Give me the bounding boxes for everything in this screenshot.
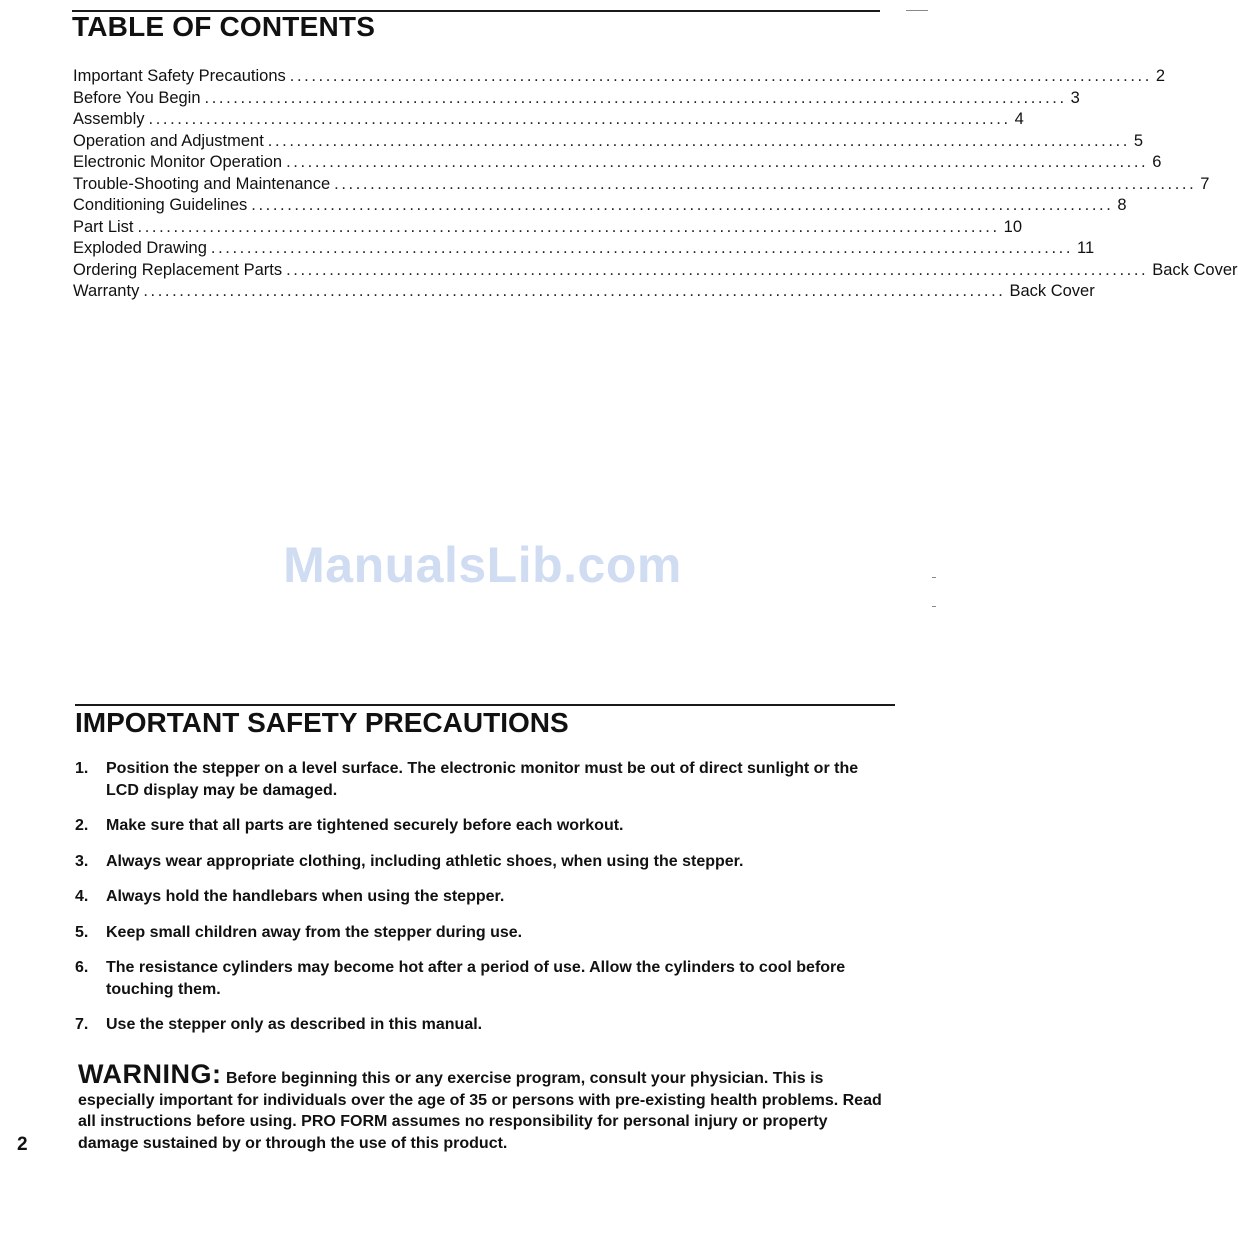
toc-entry-label: Electronic Monitor Operation [73,153,283,171]
toc-entry [73,174,1210,196]
safety-item [75,851,895,873]
toc-entry-label: Warranty [73,282,140,300]
safety-list [75,758,895,1050]
toc-entry [73,195,1127,217]
toc-entry-page: 6 [1152,153,1162,171]
toc-entry-page: 4 [1014,110,1024,128]
toc-entry-label: Important Safety Precautions [73,67,286,85]
scan-fleck [906,10,928,11]
toc-entry [73,152,1162,174]
toc-entry-label: Operation and Adjustment [73,131,264,150]
toc-entry [73,66,1166,88]
toc-leader-dots: ........................................................................................................................ [210,239,1074,257]
safety-item-text: Always hold the handlebars when using the stepper. [106,888,505,905]
safety-title: IMPORTANT SAFETY PRECAUTIONS [75,707,569,738]
safety-item [75,1014,895,1036]
toc-entry [73,260,1238,282]
warning-paragraph [78,1059,890,1154]
toc-leader-dots: ........................................................................................................................ [334,174,1197,193]
toc-entry [73,88,1080,110]
toc-entry [73,131,1144,153]
toc-entry-label: Trouble-Shooting and Maintenance [73,174,331,193]
toc-entry-page: 5 [1133,131,1144,150]
toc-leader-dots: ........................................................................................................................ [286,153,1149,171]
safety-item-number: 1. [75,760,89,777]
safety-item-number: 6. [75,959,89,976]
safety-item-number: 3. [75,852,89,870]
toc-leader-dots: ........................................................................................................................ [143,282,1006,300]
safety-item-text: Use the stepper only as described in this manual. [106,1016,483,1033]
safety-item-number: 2. [75,817,89,834]
safety-item-text: Position the stepper on a level surface. The electronic monitor must be out of direct sunlight or the LCD display may be damaged. [106,760,859,799]
watermark-logo: ManualsLib.com [283,537,682,593]
safety-item-number: 4. [75,888,89,905]
toc-leader-dots: ........................................................................................................................ [251,196,1114,214]
toc-leader-dots: ........................................................................................................................ [267,131,1130,150]
safety-item-text: The resistance cylinders may become hot after a period of use. Allow the cylinders to cool before touching them. [106,959,846,998]
toc-entry [73,217,1022,239]
page-number: 2 [17,1134,28,1155]
safety-item-number: 7. [75,1016,89,1033]
toc-leader-dots: ........................................................................................................................ [289,67,1152,85]
safety-item-number: 5. [75,923,89,941]
safety-item [75,922,895,944]
safety-item-text: Make sure that all parts are tightened securely before each workout. [106,817,624,834]
toc-leader-dots: ........................................................................................................................ [286,260,1149,279]
toc-entry-label: Exploded Drawing [73,239,207,257]
toc-leader-dots: ........................................................................................................................ [148,110,1011,128]
safety-item [75,815,895,837]
toc-entry-page: 7 [1200,174,1210,193]
safety-item-text: Keep small children away from the stepper during use. [106,923,523,941]
toc-list [73,66,1238,303]
toc-leader-dots: ........................................................................................................................ [137,217,1000,236]
toc-leader-dots: ........................................................................................................................ [204,88,1067,107]
toc-entry-label: Part List [73,217,134,236]
toc-entry-page: 11 [1077,239,1095,257]
safety-item [75,957,895,1000]
safety-item [75,886,895,908]
warning-text: Before beginning this or any exercise program, consult your physician. This is especially important for individuals over the age of 35 or persons with pre-existing health problems. Read all instructions before using. PRO FORM assumes no responsibility for personal injury or property damage sustained by or through the use of this product. [78,1070,882,1152]
toc-entry-page: Back Cover [1152,260,1238,279]
toc-entry-page: 10 [1003,217,1022,236]
toc-entry-page: Back Cover [1009,282,1095,300]
toc-entry-label: Before You Begin [73,88,201,107]
toc-entry-label: Conditioning Guidelines [73,196,248,214]
toc-entry [73,281,1095,303]
scan-fleck [932,606,936,607]
toc-entry-page: 3 [1070,88,1080,107]
safety-item [75,758,895,801]
warning-heading: WARNING: [78,1059,222,1089]
toc-entry [73,238,1095,260]
toc-entry-label: Assembly [73,110,145,128]
toc-entry [73,109,1024,131]
safety-item-text: Always wear appropriate clothing, including athletic shoes, when using the stepper. [106,852,744,870]
scan-fleck [932,577,936,578]
toc-entry-page: 2 [1155,67,1166,85]
toc-title: TABLE OF CONTENTS [72,11,376,42]
toc-entry-page: 8 [1117,196,1127,214]
toc-entry-label: Ordering Replacement Parts [73,260,283,279]
